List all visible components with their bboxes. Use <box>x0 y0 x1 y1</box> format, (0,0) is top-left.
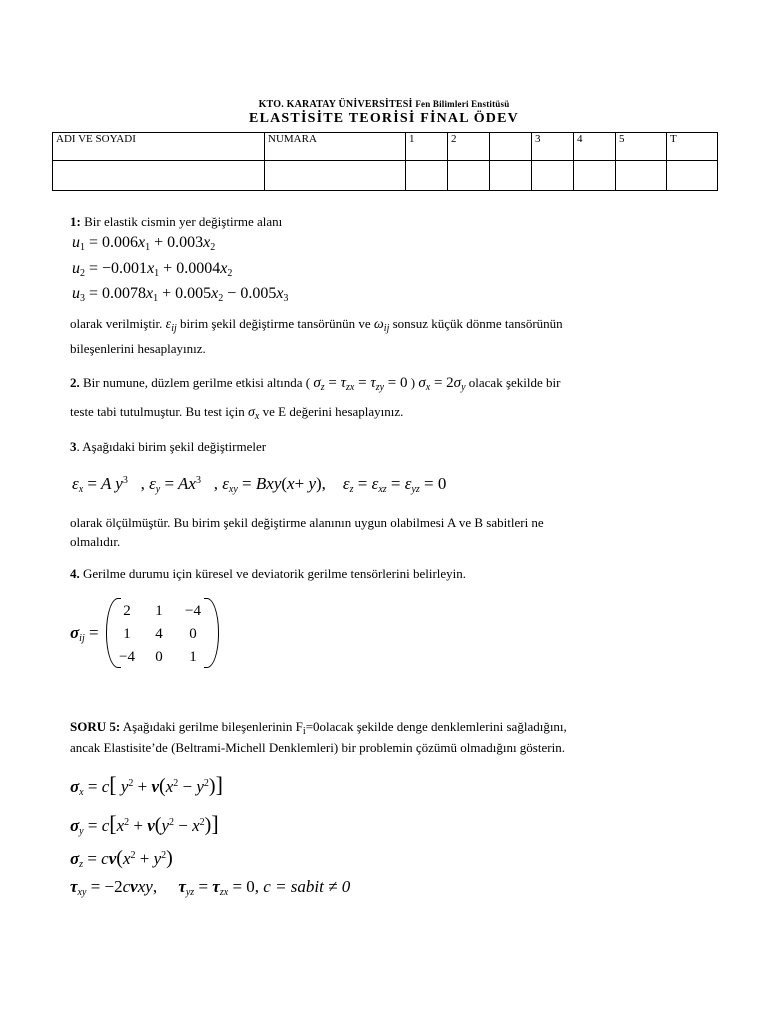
header-cell-q2: 2 <box>448 133 490 161</box>
q3-line2: olmalıdır. <box>70 534 121 549</box>
q5-label: SORU 5: <box>70 719 121 734</box>
q1-label: 1: <box>70 214 81 229</box>
entry-cell-q1[interactable] <box>406 161 448 191</box>
equation-u3: $u_3 = 0.0078x_1 + 0.005x_2 - 0.005x_3$ <box>72 285 289 304</box>
header-cell-name: ADI VE SOYADI <box>53 133 265 161</box>
header-cell-q5: 5 <box>616 133 667 161</box>
q2-text-b: ) <box>410 375 416 390</box>
equation-sigma-z: $\sigma_z = c\nu(x^2 + y^2)$ <box>70 847 173 870</box>
q2-text-c: olacak şekilde bir <box>468 375 561 390</box>
table-entry-row <box>53 161 718 191</box>
entry-cell-q2[interactable] <box>448 161 490 191</box>
u3-coef-b: 0.005 <box>175 285 212 302</box>
q2-line1 <box>70 374 560 396</box>
q2-factor: 2 <box>446 375 454 391</box>
equation-sigma-y: $\sigma_y = c[x^2 + \nu(y^2 - x^2)]$ <box>70 811 219 837</box>
matrix-cell: 1 <box>155 603 163 619</box>
equation-u1: $u_1 = 0.006x_1 + 0.003x_2$ <box>72 234 216 253</box>
q1-line1-b: birim şekil değiştirme tansörünün ve <box>180 316 371 331</box>
omega-ij-symbol: $\omega_{ij}$ <box>373 317 390 334</box>
header-cell-q3: 3 <box>532 133 574 161</box>
q2-line2 <box>70 403 403 425</box>
exp: 2 <box>169 817 174 828</box>
exp: 2 <box>199 817 205 828</box>
q3-intro <box>70 438 266 455</box>
matrix-row-3 <box>112 646 210 669</box>
epsilon-ij-symbol: $\varepsilon_{ij}$ <box>165 317 177 334</box>
sigma-x-symbol: $\sigma_x$ <box>248 405 260 422</box>
constant-condition: c = sabit ≠ 0 <box>263 877 351 896</box>
q1-intro-text: Bir elastik cismin yer değiştirme alanı <box>84 214 283 229</box>
exp: 2 <box>203 778 209 789</box>
institute-name: Fen Bilimleri Enstitüsü <box>415 99 510 109</box>
q1-line1-a: olarak verilmiştir. <box>70 316 163 331</box>
exp: 2 <box>130 850 136 861</box>
equation-tau: $\tau_{xy} = -2c\nu xy$, $\tau_{yz} = \tau_{zx} = 0$, c = sabit ≠ 0 <box>70 877 351 898</box>
stress-matrix <box>112 600 210 669</box>
sigma-ij-label: $\sigma_{ij}$ = <box>70 623 99 644</box>
equation-sigma-x: $\sigma_x = c$[ $y^2 + \nu(x^2 - y^2)$] <box>70 772 223 798</box>
q5-line1-sub: i <box>302 726 306 737</box>
page-title: ELASTİSİTE TEORİSİ FİNAL ÖDEV <box>249 111 519 126</box>
q4-label: 4. <box>70 566 80 581</box>
q5-line1-a: Aşağıdaki gerilme bileşenlerinin F <box>122 719 303 734</box>
u1-coef-b: 0.003 <box>167 234 204 251</box>
matrix-cell: 1 <box>189 649 197 665</box>
institution-name: KTO. KARATAY ÜNİVERSİTESİ <box>258 99 413 110</box>
q4-text-body: Gerilme durumu için küresel ve deviatorik gerilme tensörlerini belirleyin. <box>83 566 467 581</box>
entry-cell-total[interactable] <box>667 161 718 191</box>
q1-line1 <box>70 315 563 337</box>
matrix-row-2 <box>112 623 210 646</box>
q5-line1-b: =0olacak şekilde denge denklemlerini sağladığını, <box>305 719 567 734</box>
u1-coef-a: 0.006 <box>102 234 139 251</box>
q3-exp-2: 3 <box>195 475 201 486</box>
u2-coef-a: −0.001 <box>102 260 148 277</box>
q3-label: 3 <box>70 439 77 454</box>
exp: 2 <box>173 778 179 789</box>
header-cell-number: NUMARA <box>265 133 406 161</box>
entry-cell-blank[interactable] <box>490 161 532 191</box>
q3-exp-1: 3 <box>122 475 128 486</box>
entry-cell-q5[interactable] <box>616 161 667 191</box>
q5-line1 <box>70 718 567 740</box>
q3-strain-equations: $\varepsilon_x = A$ $y^3$ , $\varepsilon_y = Ax^3$ , $\varepsilon_{xy} = Bxy(x+ y)$, $\varepsilon_z = \varepsilon_{xz} = \varepsilon_{yz} = 0$ <box>72 474 447 495</box>
exp: 2 <box>124 817 130 828</box>
q3-line1: olarak ölçülmüştür. Bu birim şekil değiştirme alanının uygun olabilmesi A ve B sabitleri ne <box>70 515 544 530</box>
q2-plane-stress-condition: $\sigma_z = \tau_{zx} = \tau_{zy} = 0$ <box>313 375 408 393</box>
q4-text <box>70 565 466 582</box>
q5-line2: ancak Elastisite’de (Beltrami-Michell Denklemleri) bir problemin çözümü olmadığını gösterin. <box>70 740 565 755</box>
header-cell-blank <box>490 133 532 161</box>
table-header-row <box>53 133 718 161</box>
matrix-cell: 0 <box>155 649 163 665</box>
student-grade-table <box>52 132 718 191</box>
q2-label: 2. <box>70 375 80 390</box>
entry-cell-q3[interactable] <box>532 161 574 191</box>
header-cell-q4: 4 <box>574 133 616 161</box>
entry-cell-number[interactable] <box>265 161 406 191</box>
u3-coef-a: 0.0078 <box>102 285 147 302</box>
exp: 2 <box>161 850 167 861</box>
matrix-cell: 2 <box>123 603 131 619</box>
matrix-cell: −4 <box>185 603 201 619</box>
q2-line2-a: teste tabi tutulmuştur. Bu test için <box>70 404 245 419</box>
entry-cell-q4[interactable] <box>574 161 616 191</box>
q1-line2: bileşenlerini hesaplayınız. <box>70 341 206 356</box>
matrix-cell: −4 <box>119 649 135 665</box>
tau-coef: 2 <box>114 877 123 896</box>
institution-line <box>0 99 768 110</box>
matrix-cell: 4 <box>155 626 163 642</box>
equation-u2: $u_2 = -0.001x_1 + 0.0004x_2$ <box>72 260 233 279</box>
q2-line2-b: ve E değerini hesaplayınız. <box>262 404 404 419</box>
u2-coef-b: 0.0004 <box>176 260 221 277</box>
header-cell-q1: 1 <box>406 133 448 161</box>
q3-intro-text: . Aşağıdaki birim şekil değiştirmeler <box>76 439 267 454</box>
matrix-cell: 1 <box>123 626 131 642</box>
q2-sigma-relation: $\sigma_x = 2\sigma_y$ <box>418 375 466 393</box>
matrix-row-1 <box>112 600 210 623</box>
matrix-cell: 0 <box>189 626 197 642</box>
q1-intro <box>70 213 282 230</box>
q2-text-a: Bir numune, düzlem gerilme etkisi altında ( <box>83 375 311 390</box>
exp: 2 <box>128 778 134 789</box>
u3-coef-c: 0.005 <box>240 285 277 302</box>
q1-line1-c: sonsuz küçük dönme tansörünün <box>392 316 563 331</box>
entry-cell-name[interactable] <box>53 161 265 191</box>
header-cell-total: T <box>667 133 718 161</box>
